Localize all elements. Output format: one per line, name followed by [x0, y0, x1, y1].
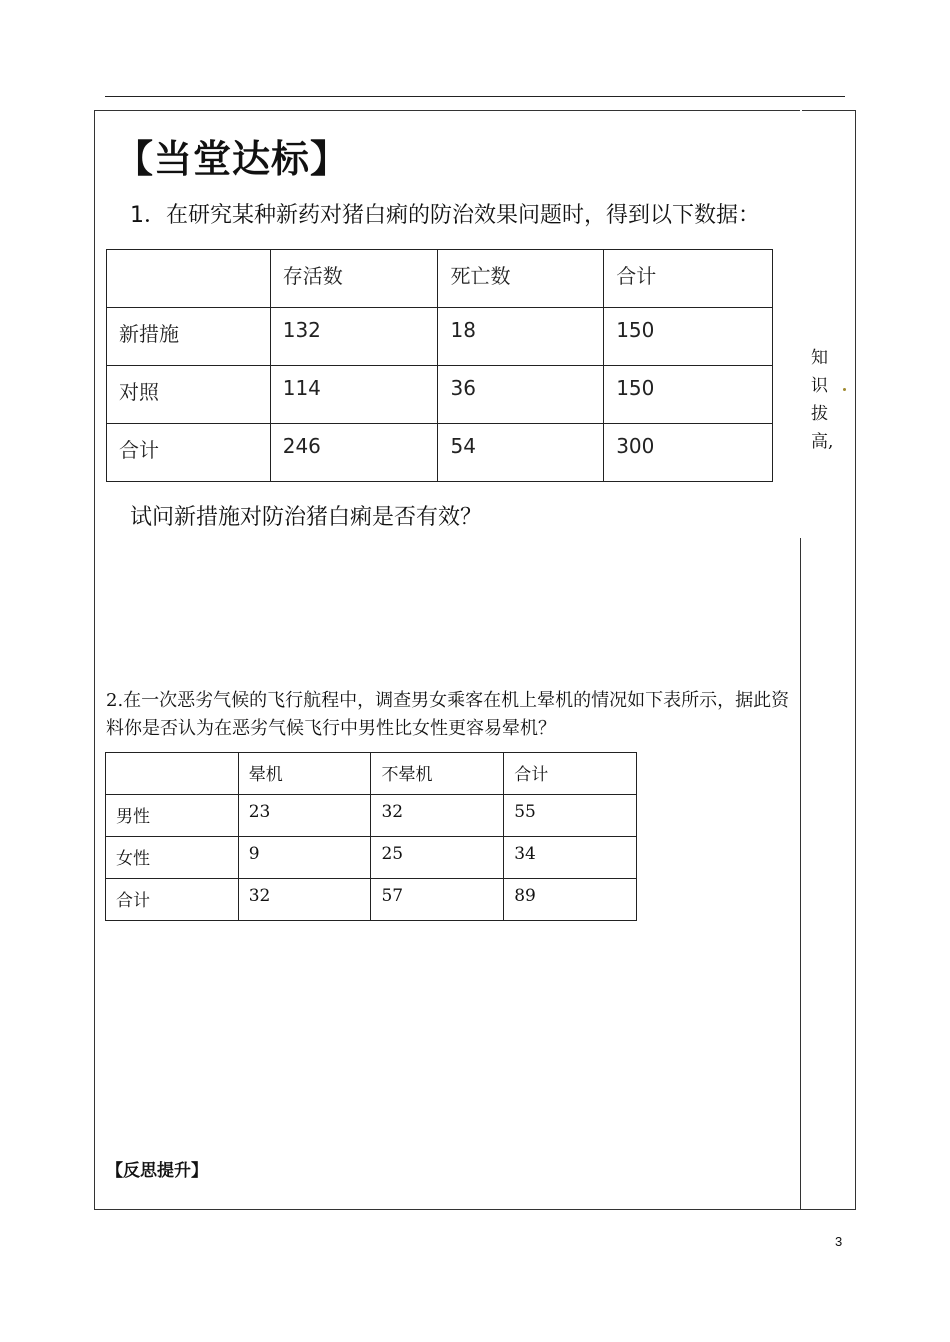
table-cell: 18 [438, 308, 604, 366]
question-2-table [105, 752, 637, 921]
header-rule [105, 96, 845, 97]
table-header-row [107, 250, 773, 308]
table-cell [106, 753, 239, 795]
table-cell: 合计 [504, 753, 637, 795]
table-cell: 89 [504, 879, 637, 921]
table-cell: 晕机 [238, 753, 371, 795]
section-title: 【当堂达标】 [115, 137, 350, 181]
table-row [106, 837, 637, 879]
side-column-gap [800, 110, 802, 538]
table-cell: 合计 [107, 424, 271, 482]
table-cell: 150 [604, 366, 773, 424]
table-row [106, 879, 637, 921]
table-cell: 34 [504, 837, 637, 879]
table-cell: 死亡数 [438, 250, 604, 308]
question-1-table [106, 249, 773, 482]
question-1-ask: 试问新措施对防治猪白痢是否有效？ [130, 505, 483, 530]
table-cell: 男性 [106, 795, 239, 837]
table-cell: 存活数 [270, 250, 438, 308]
side-note-char: 拔 [811, 404, 828, 424]
table-row [106, 795, 637, 837]
table-cell: 不晕机 [371, 753, 504, 795]
table-cell: 55 [504, 795, 637, 837]
question-2-prompt: 2.在一次恶劣气候的飞行航程中，调查男女乘客在机上晕机的情况如下表所示，据此资料你是否认为在恶劣气候飞行中男性比女性更容易晕机？ [106, 690, 790, 739]
table-cell: 对照 [107, 366, 271, 424]
table-cell: 合计 [604, 250, 773, 308]
question-1-prompt: 1．在研究某种新药对猪白痢的防治效果问题时，得到以下数据： [130, 203, 760, 228]
table-cell [107, 250, 271, 308]
side-note-char: 识 [811, 376, 828, 396]
table-cell: 32 [238, 879, 371, 921]
table-cell: 54 [438, 424, 604, 482]
table-cell: 女性 [106, 837, 239, 879]
table-cell: 合计 [106, 879, 239, 921]
table-cell: 新措施 [107, 308, 271, 366]
table-row [107, 308, 773, 366]
table-cell: 300 [604, 424, 773, 482]
table-row [107, 366, 773, 424]
side-note [811, 344, 833, 456]
side-note-char: 高, [811, 432, 834, 452]
table-row [107, 424, 773, 482]
table-cell: 32 [371, 795, 504, 837]
table-cell: 114 [270, 366, 438, 424]
reflection-title: 【反思提升】 [106, 1161, 208, 1181]
table-cell: 25 [371, 837, 504, 879]
table-cell: 150 [604, 308, 773, 366]
table-header-row [106, 753, 637, 795]
table-cell: 23 [238, 795, 371, 837]
page-number: 3 [835, 1234, 843, 1249]
table-cell: 132 [270, 308, 438, 366]
table-cell: 246 [270, 424, 438, 482]
table-cell: 57 [371, 879, 504, 921]
side-mark [843, 388, 846, 391]
side-note-char: 知 [811, 348, 828, 368]
table-cell: 36 [438, 366, 604, 424]
table-cell: 9 [238, 837, 371, 879]
